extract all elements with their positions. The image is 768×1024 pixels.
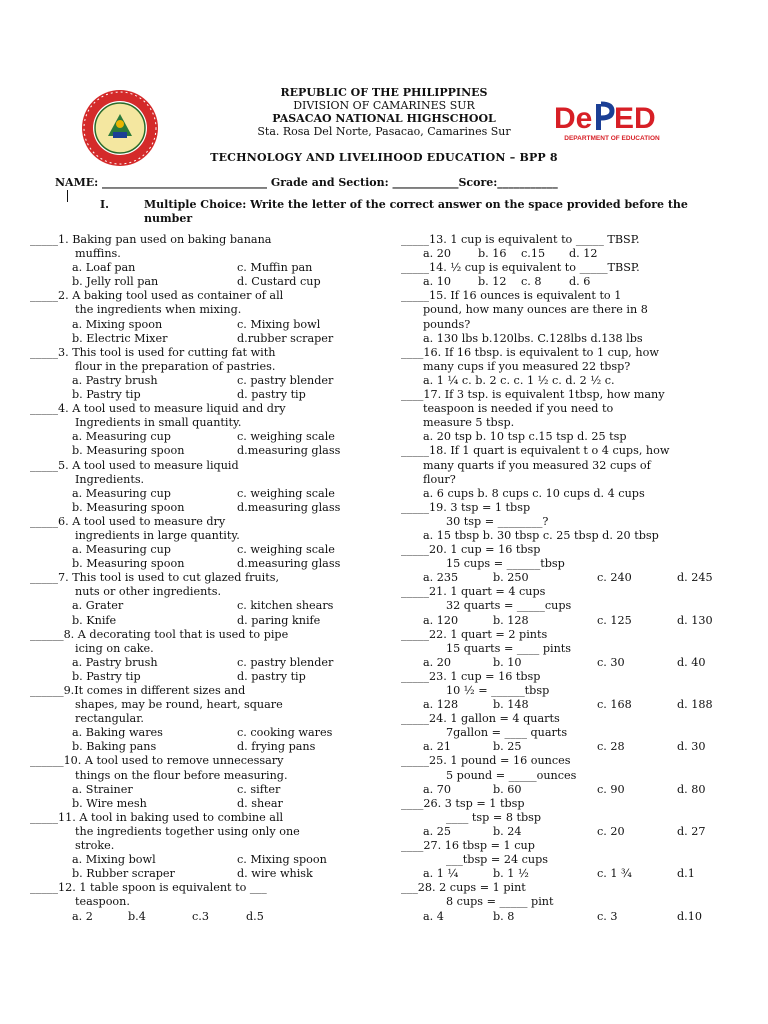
question-continuation: icing on cake. xyxy=(75,641,154,655)
options-row: a. 1 ¼ c. b. 2 c. c. 1 ½ c. d. 2 ½ c. xyxy=(423,373,615,387)
option: b. Wire mesh xyxy=(72,796,147,810)
option: d.measuring glass xyxy=(237,500,341,514)
option: c. pastry blender xyxy=(237,373,334,387)
option: a. 70 xyxy=(423,782,452,796)
question-line: ____16. If 16 tbsp. is equivalent to 1 cup, how xyxy=(401,345,659,359)
question-continuation: flour in the preparation of pastries. xyxy=(75,359,276,373)
option: d. shear xyxy=(237,796,283,810)
options-row xyxy=(30,656,380,670)
option: d. 27 xyxy=(677,824,706,838)
option: b.4 xyxy=(128,909,146,923)
option: a. Measuring cup xyxy=(72,486,171,500)
option: a. Strainer xyxy=(72,782,133,796)
option: c. 20 xyxy=(597,824,625,838)
options-row xyxy=(401,247,746,261)
option: d. pastry tip xyxy=(237,388,306,402)
question-continuation: ingredients in large quantity. xyxy=(75,528,240,542)
option: c.3 xyxy=(192,909,209,923)
options-row xyxy=(401,783,746,797)
options-row xyxy=(30,444,380,458)
option: c. Mixing bowl xyxy=(237,317,321,331)
option: a. Mixing bowl xyxy=(72,853,156,867)
option: b. Baking pans xyxy=(72,740,157,754)
question-line: _____4. A tool used to measure liquid and dry xyxy=(30,402,286,416)
option: d. frying pans xyxy=(237,740,316,754)
option: b. Rubber scraper xyxy=(72,867,175,881)
option: b. Measuring spoon xyxy=(72,500,185,514)
option: d.5 xyxy=(246,909,264,923)
option: c. sifter xyxy=(237,782,281,796)
options-row xyxy=(30,740,380,754)
question-line: _____21. 1 quart = 4 cups xyxy=(401,585,546,599)
option: a. 128 xyxy=(423,698,459,712)
question-line: _____14. ½ cup is equivalent to _____TBSP. xyxy=(401,261,640,275)
question-line: _____1. Baking pan used on baking banana xyxy=(30,233,272,246)
options-row xyxy=(30,374,380,388)
option: b. 24 xyxy=(493,824,522,838)
question-continuation: pound, how many ounces are there in 8 xyxy=(423,303,648,317)
option: a. Measuring cup xyxy=(72,543,171,557)
options-row xyxy=(30,261,380,275)
question-line: _____2. A baking tool used as container of all xyxy=(30,289,284,303)
options-row xyxy=(30,599,380,613)
option: d. 80 xyxy=(677,782,706,796)
options-row xyxy=(401,825,746,839)
question-line: _____20. 1 cup = 16 tbsp xyxy=(401,543,541,557)
instruction-text: Multiple Choice: Write the letter of the correct answer on the space provided before the number xyxy=(144,198,688,225)
options-row xyxy=(401,656,746,670)
question-line: ______8. A decorating tool that is used to pipe xyxy=(30,627,289,641)
text-cursor xyxy=(67,190,68,202)
question-equation: 15 quarts = ____ pints xyxy=(446,641,572,655)
option: a. Pastry brush xyxy=(72,373,158,387)
option: c. weighing scale xyxy=(237,486,335,500)
question-line: _____13. 1 cup is equivalent to _____ TBSP. xyxy=(401,233,640,246)
options-row: a. 20 tsp b. 10 tsp c.15 tsp d. 25 tsp xyxy=(423,430,627,444)
option: d.measuring glass xyxy=(237,557,341,571)
options-row xyxy=(30,867,380,881)
option: a. 2 xyxy=(72,909,93,923)
question-continuation: stroke. xyxy=(75,839,115,853)
option: a. 20 xyxy=(423,247,452,261)
option: c. weighing scale xyxy=(237,543,335,557)
option: c. 28 xyxy=(597,740,625,754)
option: c. 1 ¾ xyxy=(597,867,632,881)
question-equation: ___tbsp = 24 cups xyxy=(446,853,548,867)
header-school: PASACAO NATIONAL HIGHSCHOOL xyxy=(272,112,496,125)
question-line: _____25. 1 pound = 16 ounces xyxy=(401,754,571,768)
question-line: _____6. A tool used to measure dry xyxy=(30,514,226,528)
question-equation: 32 quarts = _____cups xyxy=(446,599,572,613)
question-continuation: nuts or other ingredients. xyxy=(75,585,222,599)
student-info-line: NAME: ______________________________ Grade and Section: ____________Score:___________ xyxy=(55,176,558,189)
question-line: _____23. 1 cup = 16 tbsp xyxy=(401,669,541,683)
question-equation: 15 cups = ______tbsp xyxy=(446,557,565,571)
option: c. 90 xyxy=(597,782,625,796)
question-line: ______10. A tool used to remove unnecessary xyxy=(30,754,284,768)
question-line: ____17. If 3 tsp. is equivalent 1tbsp, how many xyxy=(401,388,665,402)
options-row xyxy=(30,614,380,628)
options-row xyxy=(30,853,380,867)
option: c. Mixing spoon xyxy=(237,853,327,867)
question-line: ____26. 3 tsp = 1 tbsp xyxy=(401,796,525,810)
question-continuation: things on the flour before measuring. xyxy=(75,768,288,782)
options-row xyxy=(401,867,746,881)
option: d. 245 xyxy=(677,571,713,585)
option: b. 25 xyxy=(493,740,522,754)
question-line: _____19. 3 tsp = 1 tbsp xyxy=(401,500,531,514)
option: c. 240 xyxy=(597,571,632,585)
question-continuation: pounds? xyxy=(423,317,471,331)
options-row: a. 130 lbs b.120lbs. C.128lbs d.138 lbs xyxy=(423,331,643,345)
question-line: _____24. 1 gallon = 4 quarts xyxy=(401,712,560,726)
question-continuation: shapes, may be round, heart, square xyxy=(75,698,283,712)
option: a. 20 xyxy=(423,655,452,669)
svg-text:De: De xyxy=(554,102,593,135)
option: b. Measuring spoon xyxy=(72,557,185,571)
option: c. 125 xyxy=(597,613,632,627)
options-row: a. 15 tbsp b. 30 tbsp c. 25 tbsp d. 20 tbsp xyxy=(423,528,659,542)
options-row xyxy=(401,571,746,585)
options-row xyxy=(401,910,746,924)
option: d. 40 xyxy=(677,655,706,669)
option: c. 168 xyxy=(597,698,632,712)
option: d. pastry tip xyxy=(237,669,306,683)
option: a. Pastry brush xyxy=(72,655,158,669)
options-row: a. 6 cups b. 8 cups c. 10 cups d. 4 cups xyxy=(423,486,645,500)
option: d.10 xyxy=(677,909,702,923)
option: b. 10 xyxy=(493,655,522,669)
option: a. 10 xyxy=(423,275,452,289)
question-continuation: teaspoon is needed if you need to xyxy=(423,402,614,416)
question-continuation: Ingredients. xyxy=(75,472,145,486)
question-continuation: muffins. xyxy=(75,247,121,261)
question-continuation: Ingredients in small quantity. xyxy=(75,416,242,430)
option: d.1 xyxy=(677,867,695,881)
instruction-number: I. xyxy=(100,198,109,211)
option: a. Loaf pan xyxy=(72,261,136,275)
option: b. Knife xyxy=(72,613,117,627)
options-row xyxy=(30,318,380,332)
question-line: _____5. A tool used to measure liquid xyxy=(30,458,239,472)
option: b. Pastry tip xyxy=(72,388,141,402)
question-line: _____7. This tool is used to cut glazed fruits, xyxy=(30,571,280,585)
option: d.measuring glass xyxy=(237,444,341,458)
option: c.15 xyxy=(521,247,546,261)
question-continuation: flour? xyxy=(423,472,456,486)
option: a. 120 xyxy=(423,613,459,627)
question-continuation: teaspoon. xyxy=(75,895,130,909)
option: b. 148 xyxy=(493,698,529,712)
options-row xyxy=(30,726,380,740)
option: a. Measuring cup xyxy=(72,430,171,444)
option: a. Mixing spoon xyxy=(72,317,163,331)
question-line: ___28. 2 cups = 1 pint xyxy=(401,881,526,895)
questions-right-column xyxy=(401,233,746,924)
option: b. 8 xyxy=(493,909,515,923)
question-equation: 5 pound = _____ounces xyxy=(446,768,577,782)
option: b. 1 ½ xyxy=(493,867,529,881)
option: d.rubber scraper xyxy=(237,331,334,345)
option: b. 16 xyxy=(478,247,507,261)
option: c. 30 xyxy=(597,655,625,669)
option: d. Custard cup xyxy=(237,275,321,289)
option: a. 4 xyxy=(423,909,444,923)
option: a. 235 xyxy=(423,571,459,585)
question-line: _____3. This tool is used for cutting fat with xyxy=(30,345,276,359)
question-equation: 30 tsp = ________? xyxy=(446,514,549,528)
options-row xyxy=(401,740,746,754)
question-line: ____27. 16 tbsp = 1 cup xyxy=(401,839,535,853)
option: d. 130 xyxy=(677,613,713,627)
options-row xyxy=(30,332,380,346)
option: b. 12 xyxy=(478,275,507,289)
option: a. 21 xyxy=(423,740,452,754)
header-address: Sta. Rosa Del Norte, Pasacao, Camarines Sur xyxy=(257,125,511,138)
deped-logo xyxy=(552,98,672,144)
options-row xyxy=(30,501,380,515)
question-equation: 7gallon = ____ quarts xyxy=(446,726,568,740)
option: b. 250 xyxy=(493,571,529,585)
questions-left-column xyxy=(30,233,380,924)
question-continuation: measure 5 tbsp. xyxy=(423,416,515,430)
option: c. Muffin pan xyxy=(237,261,313,275)
svg-text:DEPARTMENT OF EDUCATION: DEPARTMENT OF EDUCATION xyxy=(564,135,660,142)
header-republic: REPUBLIC OF THE PHILIPPINES xyxy=(280,86,488,99)
option: c. pastry blender xyxy=(237,655,334,669)
option: d. 188 xyxy=(677,698,713,712)
question-line: _____11. A tool in baking used to combine all xyxy=(30,810,284,824)
question-line: _____15. If 16 ounces is equivalent to 1 xyxy=(401,289,622,303)
question-equation: 10 ½ = ______tbsp xyxy=(446,684,550,697)
option: a. 1 ¼ xyxy=(423,867,459,881)
question-continuation: many cups if you measured 22 tbsp? xyxy=(423,359,631,373)
option: c. 8 xyxy=(521,275,542,289)
option: c. kitchen shears xyxy=(237,599,334,613)
option: c. weighing scale xyxy=(237,430,335,444)
question-equation: 8 cups = _____ pint xyxy=(446,895,554,909)
option: b. Jelly roll pan xyxy=(72,275,159,289)
option: d. 6 xyxy=(569,275,591,289)
option: b. Measuring spoon xyxy=(72,444,185,458)
question-continuation: the ingredients when mixing. xyxy=(75,303,242,317)
option: c. cooking wares xyxy=(237,726,333,740)
option: a. Baking wares xyxy=(72,726,163,740)
options-row xyxy=(401,698,746,712)
question-continuation: the ingredients together using only one xyxy=(75,824,300,838)
question-continuation: many quarts if you measured 32 cups of xyxy=(423,458,651,472)
options-row xyxy=(401,275,746,289)
options-row xyxy=(30,543,380,557)
options-row xyxy=(30,487,380,501)
option: d. 12 xyxy=(569,247,598,261)
page-title: TECHNOLOGY AND LIVELIHOOD EDUCATION – BPP 8 xyxy=(210,151,558,164)
options-row xyxy=(30,797,380,811)
question-continuation: rectangular. xyxy=(75,712,144,726)
question-line: _____12. 1 table spoon is equivalent to ___ xyxy=(30,881,267,895)
question-line: ______9.It comes in different sizes and xyxy=(30,684,246,697)
options-row xyxy=(30,910,380,924)
option: c. 3 xyxy=(597,909,618,923)
option: b. Pastry tip xyxy=(72,669,141,683)
option: d. 30 xyxy=(677,740,706,754)
svg-text:ED: ED xyxy=(614,102,656,135)
question-line: _____18. If 1 quart is equivalent t o 4 cups, how xyxy=(401,444,670,458)
option: b. 60 xyxy=(493,782,522,796)
option: b. Electric Mixer xyxy=(72,331,168,345)
option: d. wire whisk xyxy=(237,867,313,881)
option: a. 25 xyxy=(423,824,452,838)
options-row xyxy=(30,783,380,797)
options-row xyxy=(30,557,380,571)
header-division: DIVISION OF CAMARINES SUR xyxy=(293,99,475,112)
question-equation: ____ tsp = 8 tbsp xyxy=(446,810,542,824)
options-row xyxy=(30,430,380,444)
options-row xyxy=(30,670,380,684)
options-row xyxy=(401,614,746,628)
options-row xyxy=(30,275,380,289)
options-row xyxy=(30,388,380,402)
option: b. 128 xyxy=(493,613,529,627)
option: d. paring knife xyxy=(237,613,321,627)
question-line: _____22. 1 quart = 2 pints xyxy=(401,627,548,641)
option: a. Grater xyxy=(72,599,124,613)
